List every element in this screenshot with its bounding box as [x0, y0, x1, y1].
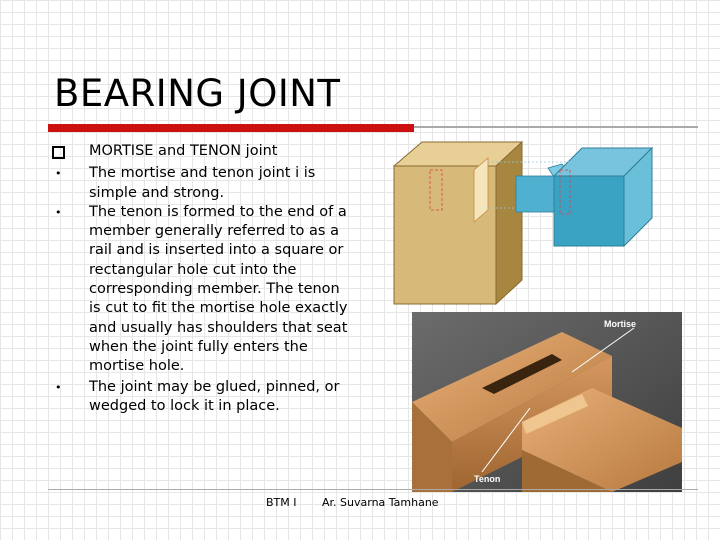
- mortise-tenon-diagram: [388, 140, 678, 308]
- bullet-text: The mortise and tenon joint i is simple and strong.: [89, 165, 316, 201]
- bullet-text: The tenon is formed to the end of a member generally referred to as a rail and is inserted into a square or rectangular hole cut into the corresponding member. The tenon is cut to fit the mortise hole exactly and usually has shoulders that seat when the joint fully enters the mortise hole.: [89, 203, 348, 375]
- bullet-list: [52, 142, 352, 416]
- dot-bullet-icon: •: [55, 380, 62, 394]
- footer-course: BTM I: [266, 496, 297, 509]
- bullet-text: The joint may be glued, pinned, or wedged to lock it in place.: [89, 378, 340, 414]
- footer-author: Ar. Suvarna Tamhane: [322, 496, 439, 509]
- title-underline-gray: [414, 126, 698, 128]
- slide-title: BEARING JOINT: [54, 72, 341, 115]
- bullet-text: MORTISE and TENON joint: [89, 143, 278, 159]
- tenon-label: Tenon: [474, 474, 501, 484]
- wood-block-side: [496, 142, 522, 304]
- bullet-item: [52, 142, 352, 161]
- title-underline-red: [48, 124, 414, 132]
- bullet-item: [52, 203, 352, 377]
- teal-block-front: [554, 176, 624, 246]
- bullet-item: [52, 378, 352, 417]
- bullet-item: [52, 164, 352, 203]
- footer-divider: [48, 489, 698, 490]
- dot-bullet-icon: •: [55, 167, 62, 181]
- dot-bullet-icon: •: [55, 205, 62, 219]
- tenon-piece: [516, 176, 558, 212]
- square-bullet-icon: [52, 142, 65, 165]
- mortise-tenon-photo: [412, 312, 682, 492]
- mortise-label: Mortise: [604, 319, 637, 329]
